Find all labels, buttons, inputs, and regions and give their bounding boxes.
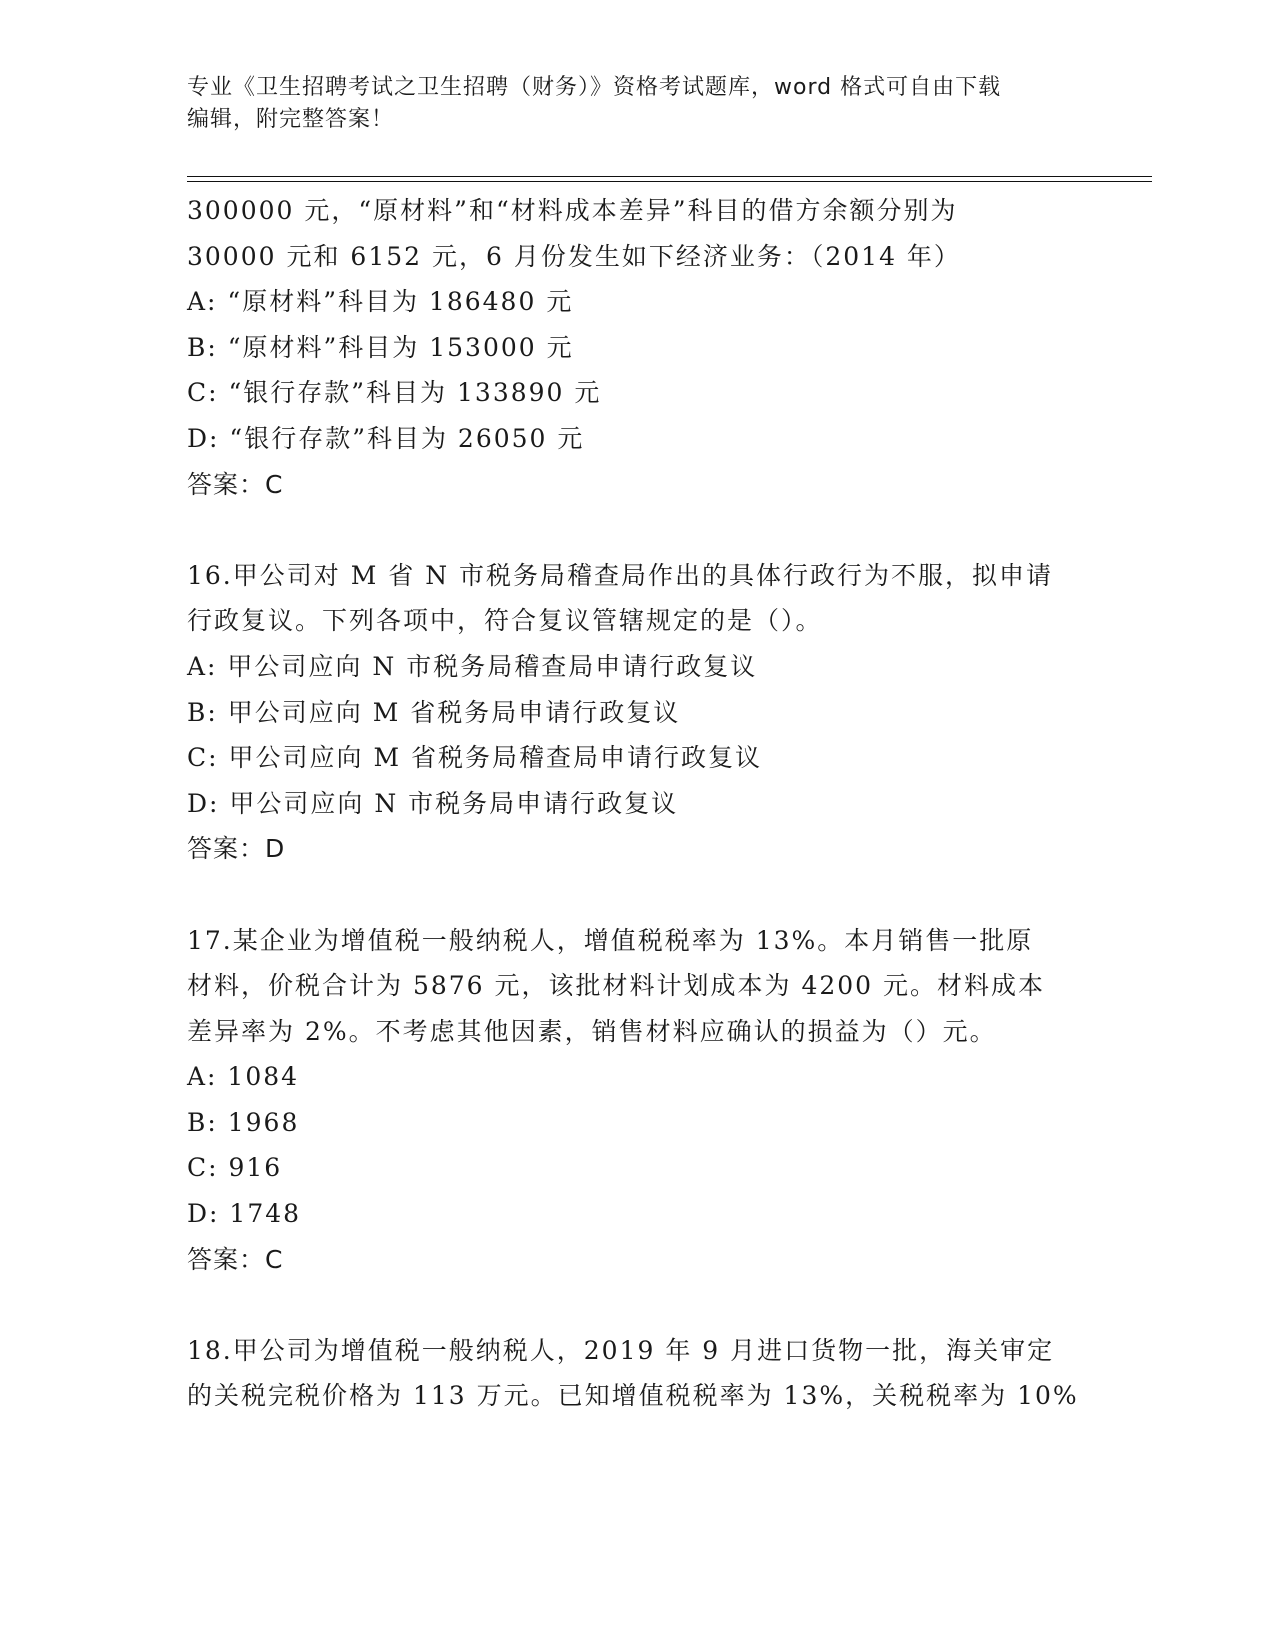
answer-line: 答案：C (187, 1244, 284, 1274)
question-15 (187, 188, 1137, 507)
option-b: B: 1968 (187, 1107, 300, 1137)
question-16 (187, 553, 1137, 872)
question-stem-line: 300000 元，“原材料”和“材料成本差异”科目的借方余额分别为 (187, 196, 958, 225)
option-a: A: 甲公司应向 N 市税务局稽查局申请行政复议 (187, 651, 758, 681)
header-divider-top (187, 176, 1152, 177)
question-stem-line: 18.甲公司为增值税一般纳税人，2019 年 9 月进口货物一批，海关审定 (187, 1335, 1055, 1365)
header-line-1: 专业《卫生招聘考试之卫生招聘（财务）》资格考试题库，word 格式可自由下载 (187, 75, 1002, 100)
option-d: D: “银行存款”科目为 26050 元 (187, 423, 585, 453)
question-stem-line: 30000 元和 6152 元，6 月份发生如下经济业务：（2014 年） (187, 241, 961, 271)
option-b: B: 甲公司应向 M 省税务局申请行政复议 (187, 697, 681, 727)
question-spacer (187, 507, 1137, 553)
question-spacer (187, 1282, 1137, 1328)
option-a: A: 1084 (187, 1062, 300, 1092)
question-stem-line: 行政复议。下列各项中，符合复议管辖规定的是（）。 (187, 606, 823, 636)
question-stem-line: 差异率为 2%。不考虑其他因素，销售材料应确认的损益为（）元。 (187, 1016, 997, 1046)
option-d: D: 1748 (187, 1199, 302, 1229)
question-17 (187, 918, 1137, 1283)
option-c: C: “银行存款”科目为 133890 元 (187, 378, 602, 408)
option-b: B: “原材料”科目为 153000 元 (187, 332, 574, 362)
question-stem-line: 16.甲公司对 M 省 N 市税务局稽查局作出的具体行政行为不服，拟申请 (187, 560, 1054, 590)
question-18 (187, 1328, 1137, 1419)
option-a: A: “原材料”科目为 186480 元 (187, 287, 574, 317)
question-stem-line: 17.某企业为增值税一般纳税人，增值税税率为 13%。本月销售一批原 (187, 925, 1034, 955)
option-c: C: 916 (187, 1153, 283, 1183)
question-spacer (187, 872, 1137, 918)
header-line-2: 编辑，附完整答案！ (187, 107, 395, 132)
question-stem-line: 材料，价税合计为 5876 元，该批材料计划成本为 4200 元。材料成本 (187, 971, 1046, 1001)
answer-line: 答案：C (187, 469, 284, 499)
question-stem-line: 的关税完税价格为 113 万元。已知增值税税率为 13%，关税税率为 10% (187, 1381, 1079, 1411)
option-d: D: 甲公司应向 N 市税务局申请行政复议 (187, 788, 679, 818)
document-body (187, 188, 1137, 1419)
header-divider-bottom (187, 181, 1152, 182)
option-c: C: 甲公司应向 M 省税务局稽查局申请行政复议 (187, 743, 762, 773)
answer-line: 答案：D (187, 834, 286, 864)
document-header (187, 72, 1087, 136)
